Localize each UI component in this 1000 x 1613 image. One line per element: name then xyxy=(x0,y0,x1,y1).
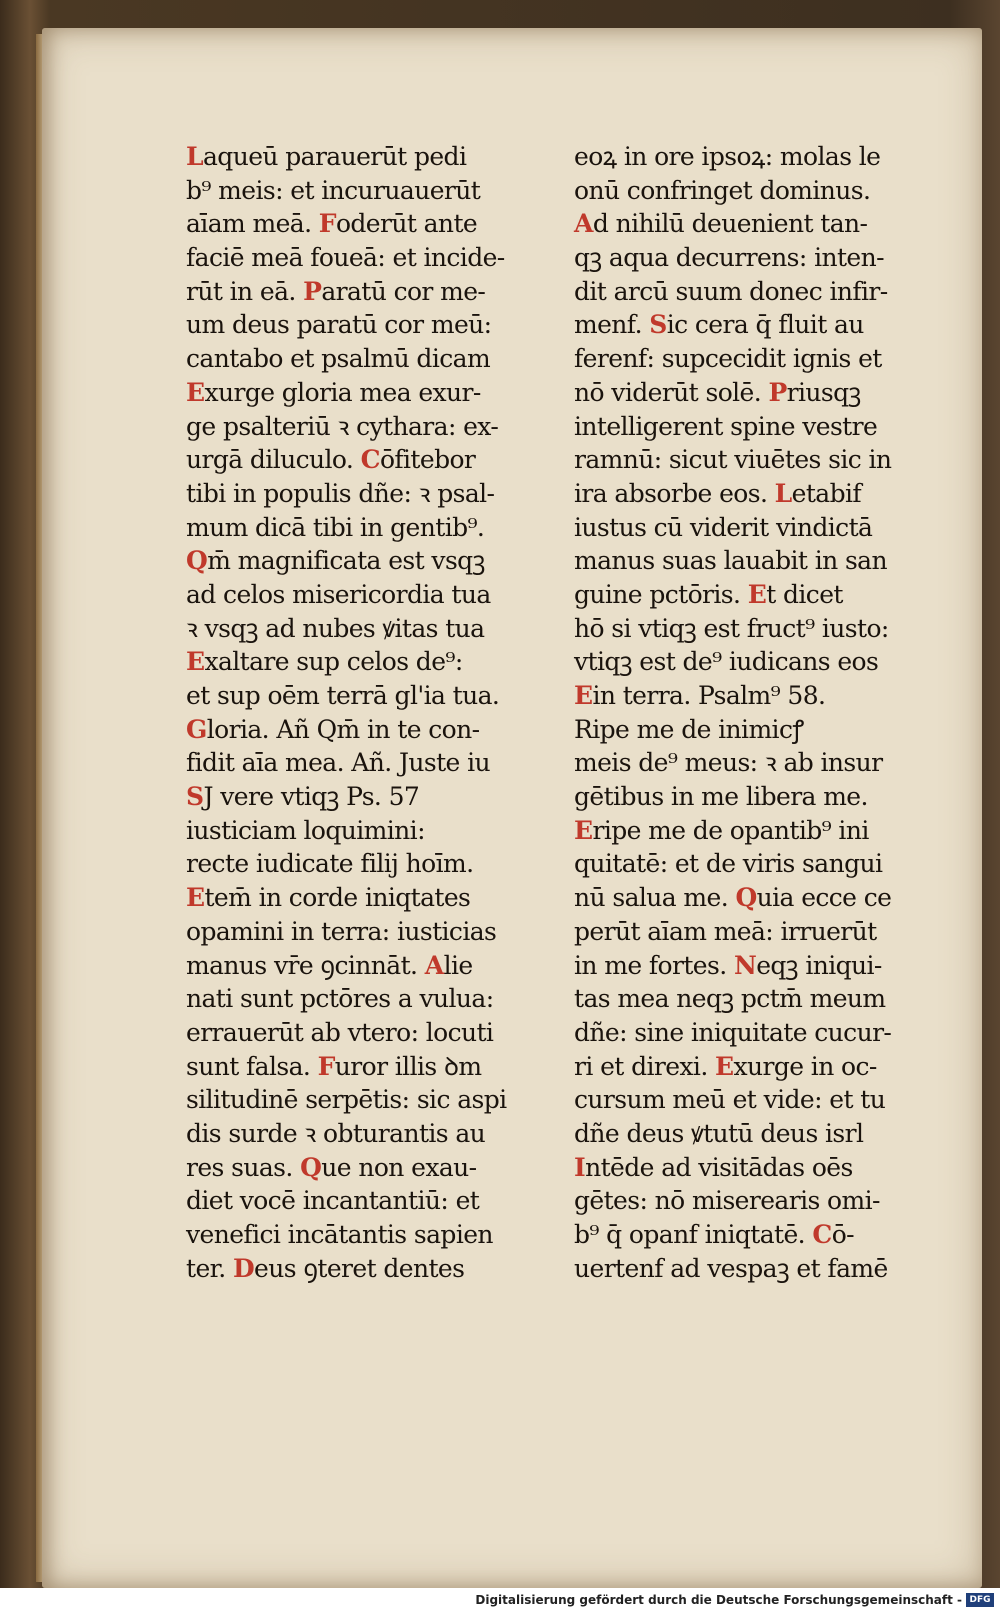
rubric-initial: F xyxy=(317,1051,335,1081)
text-line xyxy=(186,1050,558,1084)
rubric-initial: L xyxy=(774,478,792,508)
line-text: perūt aīam meā: irruerūt xyxy=(574,916,877,946)
line-text: vtiqꝫ est de⁹ iudicans eos xyxy=(574,647,879,677)
text-line xyxy=(574,578,946,612)
line-text: dit arcū suum donec infir- xyxy=(574,276,888,306)
line-text: ntēde ad visitādas oēs xyxy=(585,1152,853,1182)
line-text: cantabo et psalmū dicam xyxy=(186,344,491,374)
line-text: xaltare sup celos de⁹: xyxy=(204,647,463,677)
text-line xyxy=(574,982,946,1016)
text-line xyxy=(574,308,946,342)
line-text: ic cera q̄ fluit au xyxy=(666,310,864,340)
text-line xyxy=(574,443,946,477)
line-text: diet vocē incantantiū: et xyxy=(186,1186,480,1216)
text-line xyxy=(186,1016,558,1050)
text-line xyxy=(574,1151,946,1185)
text-line xyxy=(186,847,558,881)
rubric-initial: N xyxy=(733,950,757,980)
text-line xyxy=(186,207,558,241)
rubric-initial: P xyxy=(768,377,787,407)
rubric-initial: E xyxy=(186,883,205,913)
text-line xyxy=(574,1083,946,1117)
text-line xyxy=(574,814,946,848)
text-line xyxy=(186,814,558,848)
line-prefix: aīam meā. xyxy=(186,209,312,239)
footer-credit: Digitalisierung gefördert durch die Deutsche Forschungsgemeinschaft - xyxy=(475,1593,962,1607)
text-line xyxy=(574,881,946,915)
text-line xyxy=(574,949,946,983)
line-prefix: nū salua me. xyxy=(574,883,729,913)
line-text: ripe me de opantib⁹ ini xyxy=(592,815,869,845)
line-prefix: menf. xyxy=(574,310,642,340)
text-line xyxy=(186,477,558,511)
rubric-initial: E xyxy=(715,1051,734,1081)
line-text: dñe deus ꝟtutū deus isrl xyxy=(574,1118,864,1148)
text-line xyxy=(574,410,946,444)
text-line xyxy=(186,1151,558,1185)
text-line xyxy=(186,780,558,814)
rubric-initial: E xyxy=(186,377,205,407)
line-text: recte iudicate filij hoīm. xyxy=(186,849,474,879)
text-line xyxy=(186,308,558,342)
text-line xyxy=(574,207,946,241)
text-line xyxy=(186,915,558,949)
line-text: riusqꝫ xyxy=(786,377,861,407)
text-line xyxy=(574,746,946,780)
line-text: quitatē: et de viris sangui xyxy=(574,849,883,879)
text-line xyxy=(574,376,946,410)
line-text: loria. Añ Qm̄ in te con- xyxy=(206,714,480,744)
rubric-initial: Q xyxy=(186,546,208,576)
rubric-initial: C xyxy=(812,1220,832,1249)
line-text: et sup oēm terrā gl'ia tua. xyxy=(186,681,500,710)
text-line xyxy=(574,275,946,309)
line-text: qꝫ aqua decurrens: inten- xyxy=(574,243,884,273)
line-text: uia ecce ce xyxy=(756,883,892,913)
line-prefix: ira absorbe eos. xyxy=(574,478,768,508)
text-line xyxy=(574,1050,946,1084)
text-line xyxy=(186,612,558,646)
text-line xyxy=(186,949,558,983)
line-prefix: urgā diluculo. xyxy=(186,445,354,475)
line-text: fidit aīa mea. Añ. Juste iu xyxy=(186,748,490,778)
rubric-initial: I xyxy=(574,1152,586,1182)
line-text: d nihilū deuenient tan- xyxy=(592,209,868,239)
line-text: tibi in populis dñe: ꝛ psal- xyxy=(186,478,495,508)
line-text: dñe: sine iniquitate cucur- xyxy=(574,1017,892,1047)
line-prefix: guine pctōris. xyxy=(574,579,741,609)
text-line xyxy=(186,241,558,275)
text-line xyxy=(186,443,558,477)
line-text: b⁹ meis: et incuruauerūt xyxy=(186,175,481,205)
text-line xyxy=(186,376,558,410)
line-text: onū confringet dominus. xyxy=(574,175,871,205)
line-text: ramnū: sicut viuētes sic in xyxy=(574,445,892,475)
text-line xyxy=(186,881,558,915)
rubric-initial: S xyxy=(649,310,667,340)
line-prefix: manus vr̄e ꝯcinnāt. xyxy=(186,950,418,980)
text-line xyxy=(186,1252,558,1286)
line-prefix: ter. xyxy=(186,1253,226,1283)
line-text: iustus cū viderit vindictā xyxy=(574,512,873,542)
line-text: tem̄ in corde iniqtates xyxy=(204,883,471,913)
line-text: silitudinē serpētis: sic aspi xyxy=(186,1085,507,1115)
text-line xyxy=(186,746,558,780)
text-line xyxy=(574,1117,946,1151)
line-text: ꝛ vsqꝫ ad nubes ꝟitas tua xyxy=(186,613,485,643)
rubric-initial: P xyxy=(303,276,322,306)
left-text-column xyxy=(186,140,558,1285)
line-text: ad celos misericordia tua xyxy=(186,579,491,609)
text-line xyxy=(186,140,558,174)
line-text: opamini in terra: iusticias xyxy=(186,916,497,946)
dfg-logo: DFG xyxy=(966,1593,994,1607)
rubric-initial: E xyxy=(747,579,767,609)
line-text: oderūt ante xyxy=(335,209,478,239)
line-text: ge psalteriū ꝛ cythara: ex- xyxy=(186,411,499,441)
text-line xyxy=(186,342,558,376)
line-text: eus ꝯteret dentes xyxy=(254,1253,465,1283)
line-text: intelligerent spine vestre xyxy=(574,411,878,441)
line-text: um deus paratū cor meū: xyxy=(186,310,492,340)
line-text: ferenf: supcecidit ignis et xyxy=(574,344,882,374)
line-text: dis surde ꝛ obturantis au xyxy=(186,1118,486,1148)
rubric-initial: Q xyxy=(300,1152,322,1182)
line-text: ōfitebor xyxy=(379,445,476,475)
rubric-initial: L xyxy=(186,142,203,171)
line-text: t dicet xyxy=(766,579,843,609)
line-text: ue non exau- xyxy=(321,1152,477,1182)
text-line xyxy=(186,1117,558,1151)
line-prefix: nō viderūt solē. xyxy=(574,377,762,407)
line-prefix: rūt in eā. xyxy=(186,276,296,306)
line-text: xurge gloria mea exur- xyxy=(204,377,481,407)
rubric-initial: E xyxy=(574,815,593,845)
text-line xyxy=(574,847,946,881)
line-text: lie xyxy=(443,950,473,980)
text-line xyxy=(574,679,946,713)
line-text: in terra. Psalm⁹ 58. xyxy=(592,681,826,710)
line-text: eqꝫ iniqui- xyxy=(756,950,882,980)
text-line xyxy=(186,1184,558,1218)
text-line xyxy=(574,915,946,949)
text-line xyxy=(574,544,946,578)
text-line xyxy=(574,174,946,208)
line-text: eoꝝ in ore ipsoꝝ: molas le xyxy=(574,142,881,171)
text-line xyxy=(574,780,946,814)
line-text: m̄ magnificata est vsqꝫ xyxy=(207,546,485,576)
text-line xyxy=(186,982,558,1016)
line-prefix: b⁹ q̄ opanf iniqtatē. xyxy=(574,1220,806,1249)
text-line xyxy=(186,1083,558,1117)
text-line xyxy=(186,511,558,545)
line-text: tas mea neqꝫ pctm̄ meum xyxy=(574,984,886,1014)
text-line xyxy=(574,645,946,679)
line-prefix: ri et direxi. xyxy=(574,1051,708,1081)
rubric-initial: A xyxy=(424,950,444,980)
rubric-initial: Q xyxy=(735,883,757,913)
text-line xyxy=(574,713,946,747)
line-prefix: sunt falsa. xyxy=(186,1051,311,1081)
text-line xyxy=(186,1218,558,1252)
line-text: aqueū parauerūt pedi xyxy=(202,142,467,171)
text-line xyxy=(574,612,946,646)
line-text: gētes: nō miserearis omi- xyxy=(574,1186,880,1216)
line-text: meis de⁹ meus: ꝛ ab insur xyxy=(574,748,883,778)
line-text: mum dicā tibi in gentib⁹. xyxy=(186,512,485,542)
line-text: ō- xyxy=(831,1220,855,1249)
line-text: uertenf ad vespaꝫ et famē xyxy=(574,1253,888,1283)
line-prefix: res suas. xyxy=(186,1152,293,1182)
line-text: manus suas lauabit in san xyxy=(574,546,887,576)
rubric-initial: A xyxy=(574,209,593,239)
line-text: faciē meā foueā: et incide- xyxy=(186,243,505,273)
rubric-initial: E xyxy=(186,647,205,677)
line-text: J vere vtiqꝫ Ps. 57 xyxy=(203,782,420,812)
rubric-initial: S xyxy=(186,782,204,812)
line-text: nati sunt pctōres a vulua: xyxy=(186,984,494,1014)
line-text: xurge in oc- xyxy=(733,1051,877,1081)
line-text: aratū cor me- xyxy=(321,276,486,306)
rubric-initial: C xyxy=(360,445,380,475)
line-text: uror illis ꝺm xyxy=(334,1051,482,1081)
text-line xyxy=(186,713,558,747)
line-text: iusticiam loquimini: xyxy=(186,815,425,845)
text-line xyxy=(186,578,558,612)
text-line xyxy=(574,241,946,275)
line-text: gētibus in me libera me. xyxy=(574,782,868,812)
text-line xyxy=(186,645,558,679)
text-line xyxy=(186,544,558,578)
line-text: venefici incātantis sapien xyxy=(186,1220,493,1249)
rubric-initial: F xyxy=(318,209,336,239)
line-prefix: in me fortes. xyxy=(574,950,727,980)
line-text: hō si vtiqꝫ est fruct⁹ iusto: xyxy=(574,613,889,643)
text-line xyxy=(186,679,558,713)
text-line xyxy=(574,1252,946,1286)
footer-bar xyxy=(0,1588,1000,1613)
rubric-initial: G xyxy=(186,714,207,744)
line-text: Ripe me de inimicꝭ xyxy=(574,714,804,744)
text-line xyxy=(574,1016,946,1050)
text-line xyxy=(186,275,558,309)
text-line xyxy=(186,410,558,444)
text-line xyxy=(574,511,946,545)
rubric-initial: D xyxy=(232,1253,255,1283)
line-text: cursum meū et vide: et tu xyxy=(574,1085,886,1115)
line-text: errauerūt ab vtero: locuti xyxy=(186,1017,494,1047)
right-text-column xyxy=(574,140,946,1285)
text-line xyxy=(186,174,558,208)
text-line xyxy=(574,1218,946,1252)
text-line xyxy=(574,477,946,511)
rubric-initial: E xyxy=(574,681,593,710)
line-text: etabif xyxy=(791,478,862,508)
text-line xyxy=(574,342,946,376)
text-line xyxy=(574,1184,946,1218)
text-line xyxy=(574,140,946,174)
